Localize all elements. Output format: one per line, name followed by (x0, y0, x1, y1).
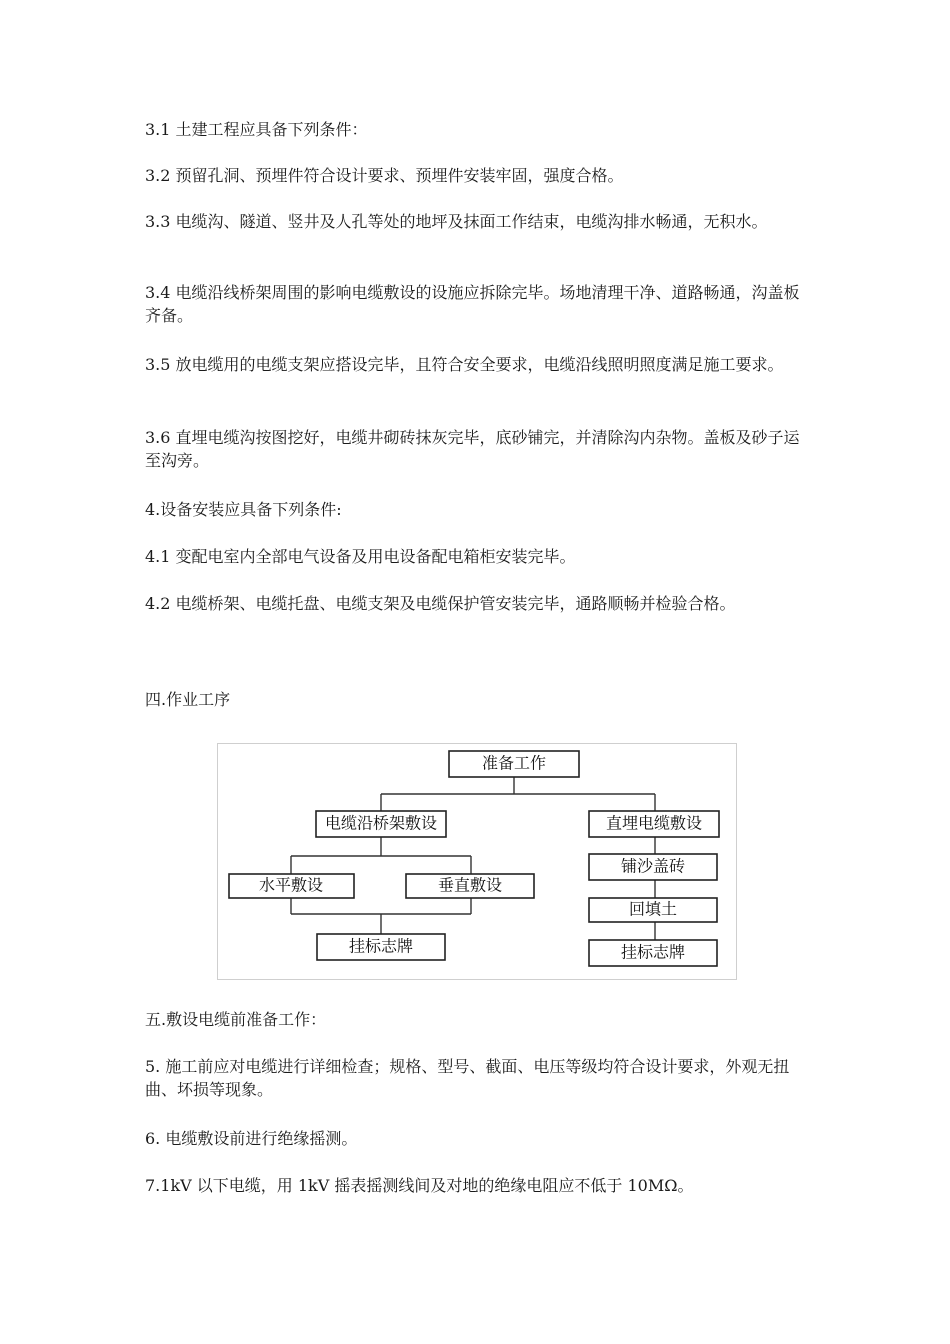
flow-label-root: 准备工作 (481, 753, 547, 773)
flow-label-buried: 直埋电缆敷设 (605, 813, 703, 833)
paragraph-4-2: 4.2 电缆桥架、电缆托盘、电缆支架及电缆保护管安装完毕，通路顺畅并检验合格。 (145, 594, 736, 613)
flow-box-root (449, 751, 579, 777)
process-flowchart (217, 743, 737, 980)
paragraph-7: 7.1kV 以下电缆，用 1kV 摇表摇测线间及对地的绝缘电阻应不低于 10MΩ。 (145, 1176, 694, 1195)
flow-box-buried (589, 811, 719, 837)
flow-box-buried-tag (589, 940, 717, 966)
flow-label-horizontal: 水平敷设 (258, 875, 324, 895)
flow-box-sand (589, 854, 717, 880)
flow-label-vertical: 垂直敷设 (437, 875, 503, 895)
flow-box-vertical (406, 874, 534, 898)
paragraph-5: 5. 施工前应对电缆进行详细检查；规格、型号、截面、电压等级均符合设计要求，外观无扭曲、坏损等现象。 (145, 1057, 790, 1099)
flowchart-svg (218, 744, 736, 979)
paragraph-3-4: 3.4 电缆沿线桥架周围的影响电缆敷设的设施应拆除完毕。场地清理干净、道路畅通，沟盖板齐备。 (145, 283, 800, 325)
flow-box-horizontal (229, 874, 354, 898)
flow-box-tray (316, 811, 446, 837)
section-heading-4: 四.作业工序 (145, 690, 231, 709)
paragraph-3-2: 3.2 预留孔洞、预埋件符合设计要求、预埋件安装牢固，强度合格。 (145, 166, 624, 185)
paragraph-4: 4.设备安装应具备下列条件: (145, 500, 342, 519)
paragraph-3-6: 3.6 直埋电缆沟按图挖好，电缆井砌砖抹灰完毕，底砂铺完，并清除沟内杂物。盖板及砂子运至沟旁。 (145, 428, 800, 470)
paragraph-3-1: 3.1 土建工程应具备下列条件： (145, 120, 368, 139)
paragraph-4-1: 4.1 变配电室内全部电气设备及用电设备配电箱柜安装完毕。 (145, 547, 576, 566)
paragraph-3-5: 3.5 放电缆用的电缆支架应搭设完毕，且符合安全要求，电缆沿线照明照度满足施工要求。 (145, 355, 784, 374)
flow-label-tray: 电缆沿桥架敷设 (324, 813, 438, 833)
flow-label-sand: 铺沙盖砖 (620, 856, 686, 876)
flow-box-tray-tag (317, 934, 445, 960)
flow-label-tray-tag: 挂标志牌 (348, 936, 414, 956)
section-heading-5: 五.敷设电缆前准备工作： (145, 1010, 327, 1029)
paragraph-3-3: 3.3 电缆沟、隧道、竖井及人孔等处的地坪及抹面工作结束，电缆沟排水畅通，无积水。 (145, 212, 768, 231)
flow-label-buried-tag: 挂标志牌 (620, 942, 686, 962)
flow-label-backfill: 回填土 (628, 899, 678, 919)
paragraph-6: 6. 电缆敷设前进行绝缘摇测。 (145, 1129, 358, 1148)
flow-box-backfill (589, 898, 717, 922)
